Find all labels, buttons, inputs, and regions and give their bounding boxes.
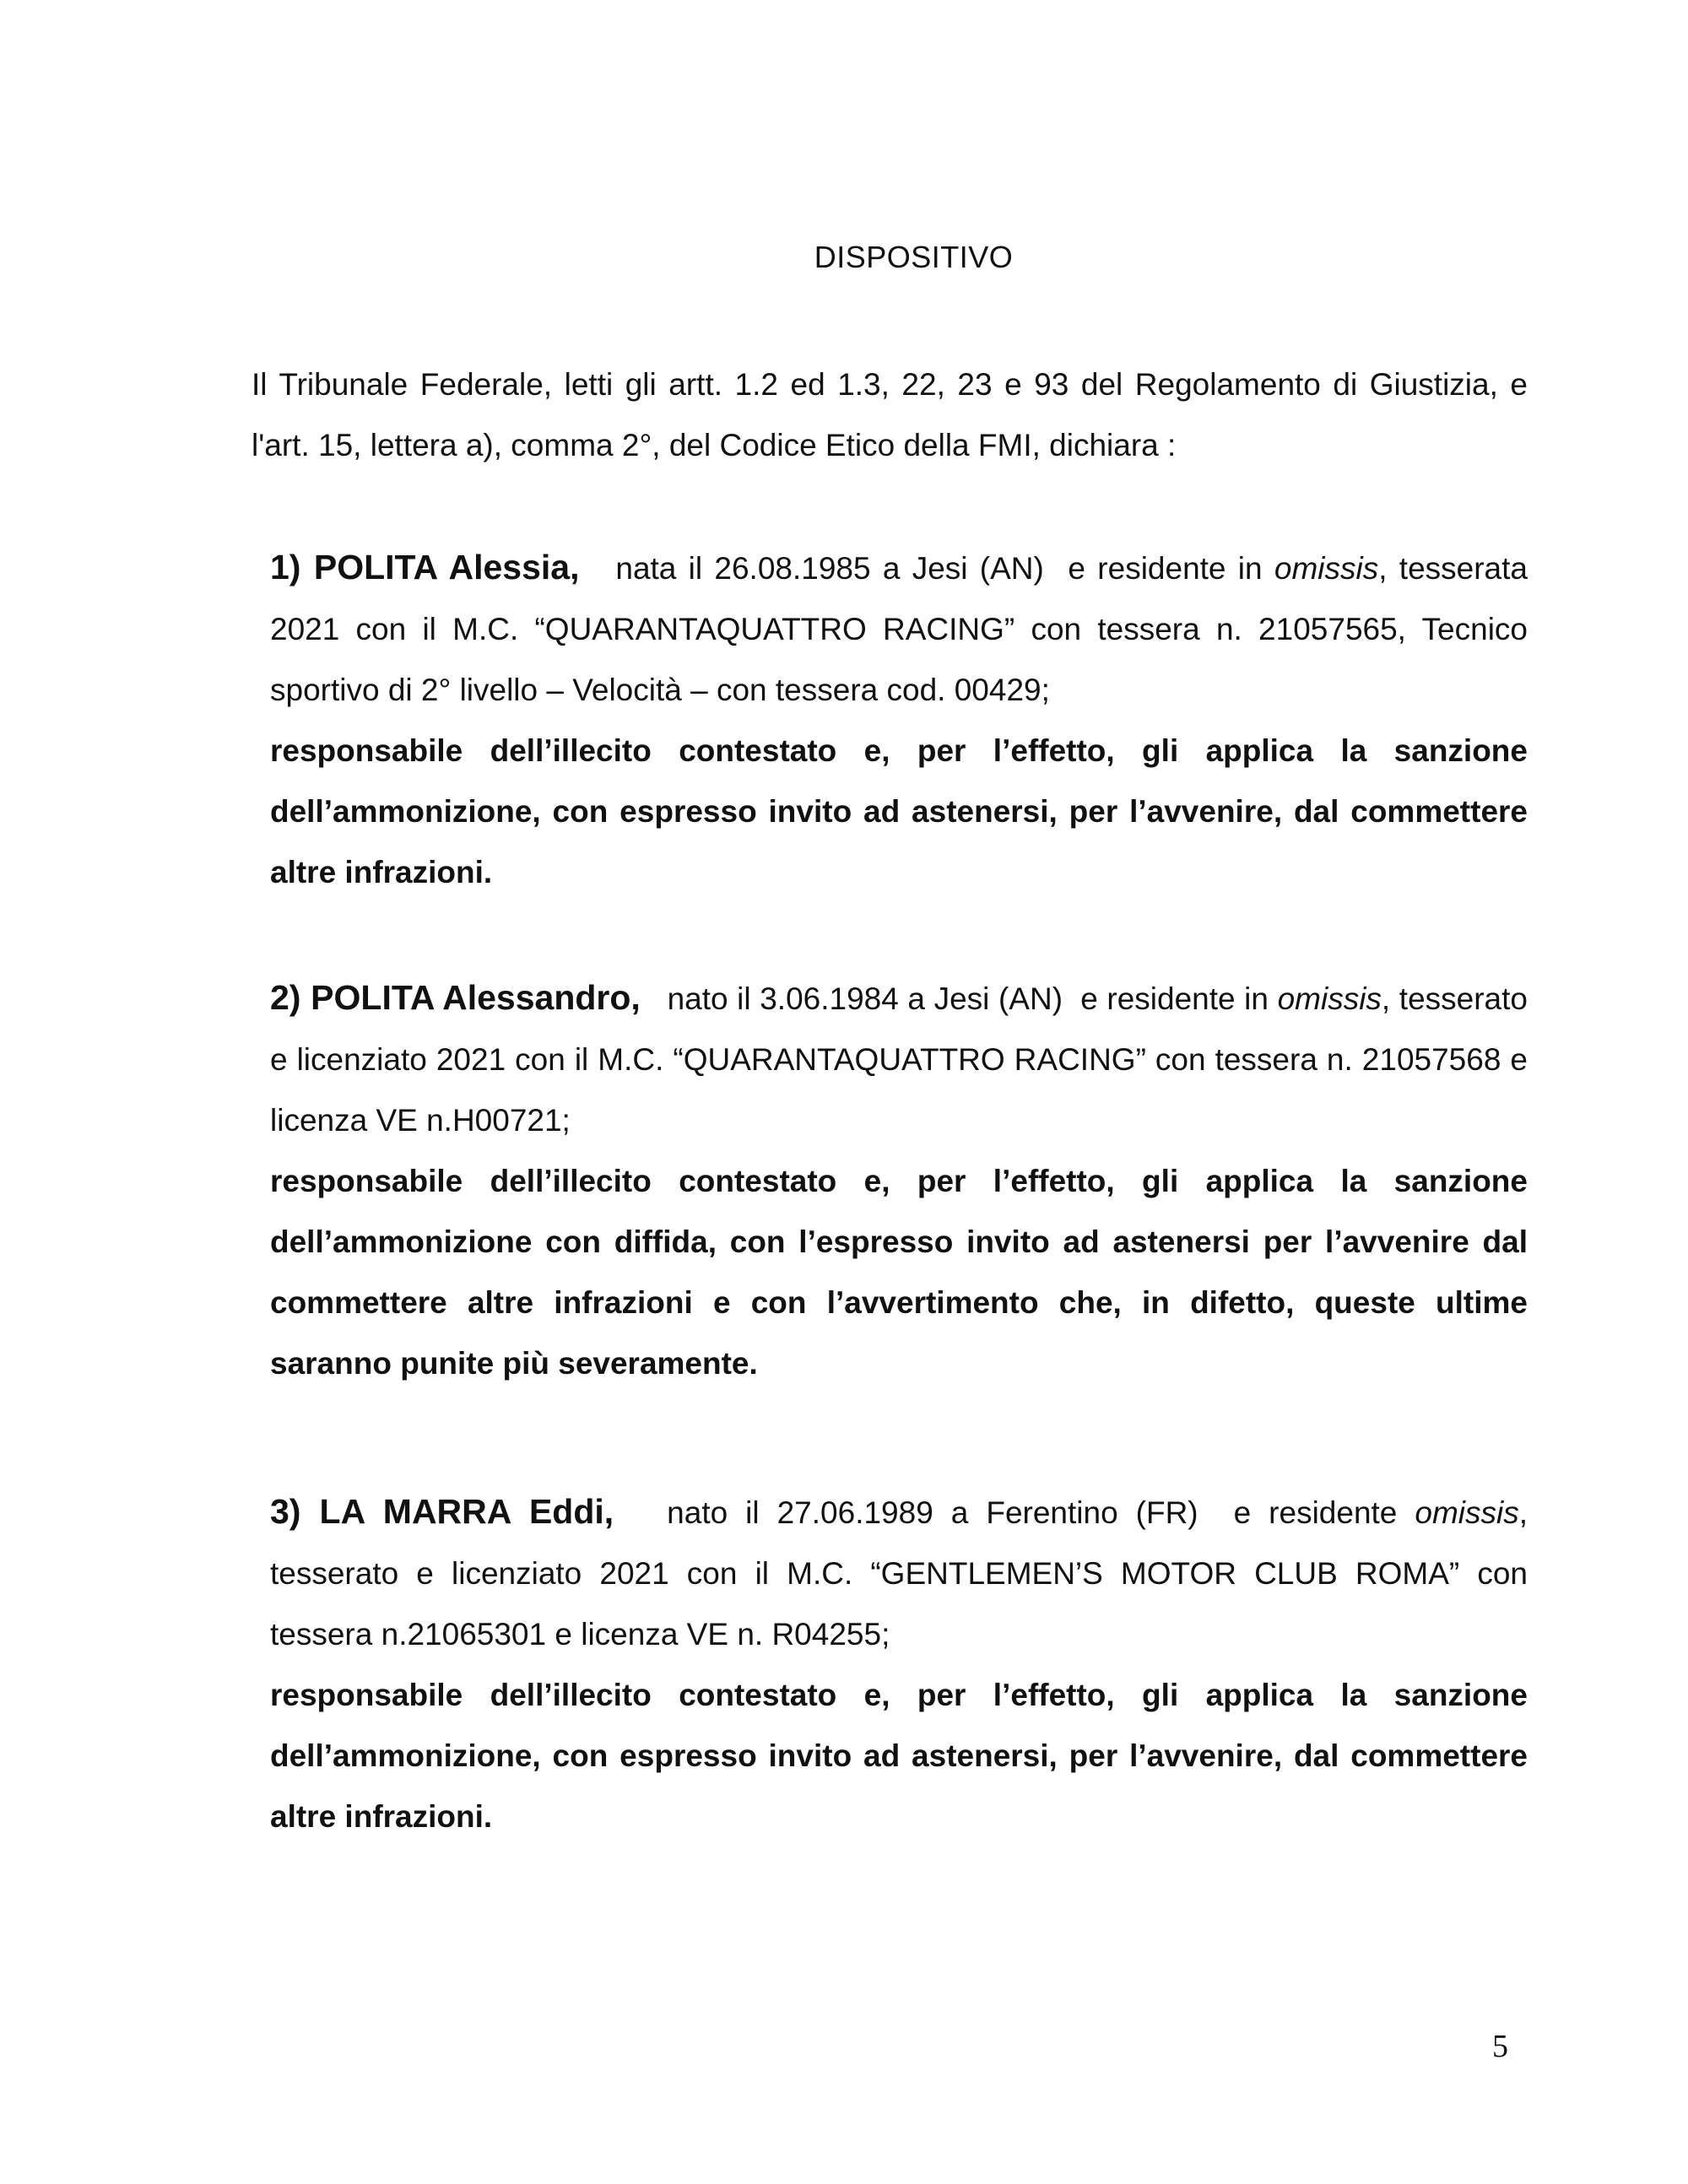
ruling-item-details-post: , tesserato e licenziato 2021 con il M.C. “GENTLEMEN’S MOTOR CLUB ROMA” con tessera n.21065301 e licenza VE n. R04255; (270, 1495, 1537, 1652)
ruling-item-details-pre: nata il 26.08.1985 a Jesi (AN) e residente in (579, 551, 1274, 586)
ruling-item-head: 1) POLITA Alessia, (270, 548, 580, 587)
ruling-item-details-post: , tesserato e licenziato 2021 con il M.C. “QUARANTAQUATTRO RACING” con tessera n. 21057568 e licenza VE n.H00721; (270, 981, 1537, 1138)
ruling-item-head: 3) LA MARRA Eddi, (270, 1492, 614, 1531)
page-title: DISPOSITIVO (814, 240, 1014, 274)
ruling-item-2 (270, 967, 1537, 1394)
ruling-item-details-em: omissis (1415, 1495, 1519, 1530)
ruling-item-verdict: responsabile dell’illecito contestato e, per l’effetto, gli applica la sanzione dell’ammonizione, con espresso invito ad astenersi, per l’avvenire, dal commettere altre infrazioni. (270, 1678, 1528, 1834)
page-number: 5 (1492, 2029, 1508, 2064)
ruling-item-details-pre: nato il 27.06.1989 a Ferentino (FR) e residente (614, 1495, 1415, 1530)
ruling-item-details-post: , tesserata 2021 con il M.C. “QUARANTAQUATTRO RACING” con tessera n. 21057565, Tecnico sportivo di 2° livello – Velocità – con tessera cod. 00429; (270, 551, 1537, 707)
ruling-item-details-em: omissis (1274, 551, 1379, 586)
ruling-item-details-em: omissis (1277, 981, 1382, 1016)
ruling-item-text (270, 537, 1537, 721)
intro-paragraph: Il Tribunale Federale, letti gli artt. 1.2 ed 1.3, 22, 23 e 93 del Regolamento di Giustizia, e l'art. 15, lettera a), comma 2°, del Codice Etico della FMI, dichiara : (252, 367, 1528, 462)
ruling-item-text (270, 967, 1537, 1151)
ruling-item-head: 2) POLITA Alessandro, (270, 978, 641, 1017)
ruling-item-details-pre: nato il 3.06.1984 a Jesi (AN) e residente in (640, 981, 1278, 1016)
ruling-item-verdict: responsabile dell’illecito contestato e, per l’effetto, gli applica la sanzione dell’ammonizione, con espresso invito ad astenersi, per l’avvenire, dal commettere altre infrazioni. (270, 733, 1528, 889)
ruling-item-3 (270, 1481, 1537, 1847)
ruling-item-verdict: responsabile dell’illecito contestato e, per l’effetto, gli applica la sanzione dell’ammonizione con diffida, con l’espresso invito ad astenersi per l’avvenire dal commettere altre infrazioni e con l’avvertimento che, in difetto, queste ultime saranno punite più severamente. (270, 1164, 1528, 1381)
ruling-item-text (270, 1481, 1537, 1665)
ruling-item-1 (270, 537, 1537, 903)
